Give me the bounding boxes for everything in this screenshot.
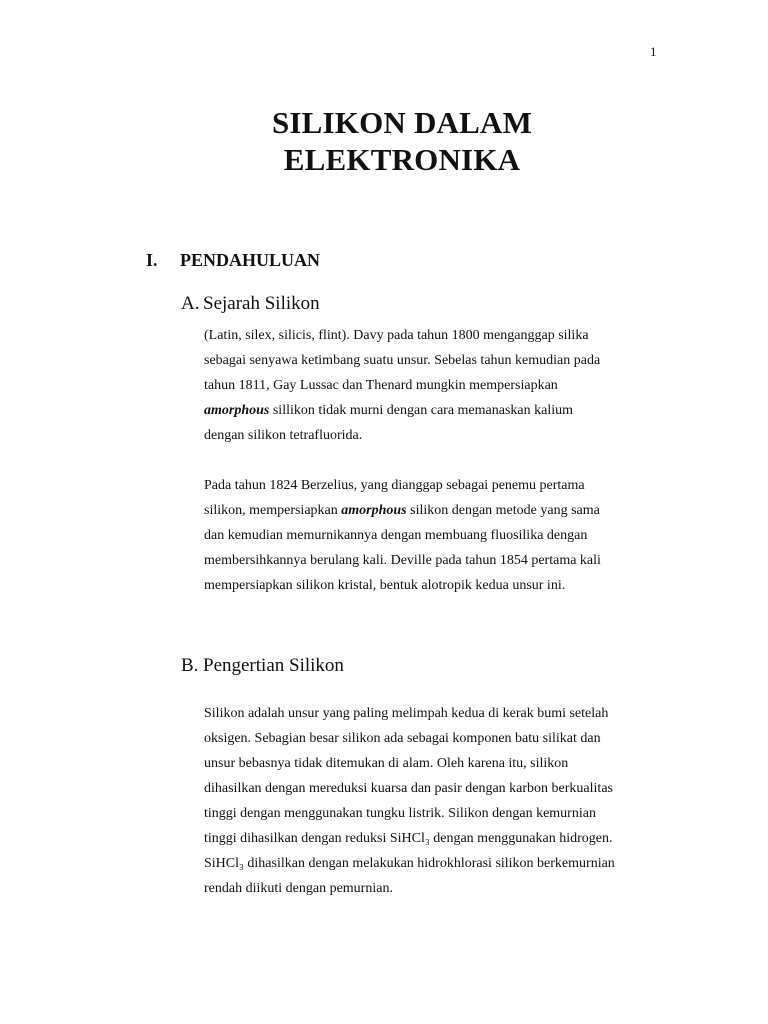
emphasized-term: amorphous xyxy=(341,503,407,518)
history-paragraph-2 xyxy=(204,473,674,598)
paragraph-text: silikon dengan metode yang sama xyxy=(406,503,600,518)
paragraph-line: rendah diikuti dengan pemurnian. xyxy=(204,881,393,896)
paragraph-text: sillikon tidak murni dengan cara memanaskan kalium xyxy=(269,403,573,418)
paragraph-text: silikon, mempersiapkan xyxy=(204,503,342,518)
title-line-1: SILIKON DALAM xyxy=(271,105,533,140)
emphasized-term: amorphous xyxy=(204,403,270,418)
subsection-a-heading xyxy=(181,293,320,315)
page-number: 1 xyxy=(650,44,657,59)
section-number: I. xyxy=(146,250,158,270)
section-title: PENDAHULUAN xyxy=(180,250,321,270)
subsection-a-letter: A. xyxy=(181,293,200,314)
paragraph-line: sebagai senyawa ketimbang suatu unsur. Sebelas tahun kemudian pada xyxy=(204,353,601,368)
paragraph-line: tahun 1811, Gay Lussac dan Thenard mungkin mempersiapkan xyxy=(204,378,558,393)
history-paragraph-1 xyxy=(204,323,674,448)
title-line-2: ELEKTRONIKA xyxy=(283,142,521,177)
paragraph-line: dengan silikon tetrafluorida. xyxy=(204,428,363,443)
paragraph-line: Silikon adalah unsur yang paling melimpah kedua di kerak bumi setelah xyxy=(204,706,609,721)
subsection-b-heading xyxy=(181,655,344,677)
subsection-b-title: Pengertian Silikon xyxy=(203,655,344,676)
document-title xyxy=(0,104,768,178)
definition-paragraph xyxy=(204,701,674,901)
paragraph-line: tinggi dengan menggunakan tungku listrik. Silikon dengan kemurnian xyxy=(204,806,596,821)
paragraph-line: dihasilkan dengan mereduksi kuarsa dan pasir dengan karbon berkualitas xyxy=(204,781,613,796)
paragraph-line xyxy=(204,398,674,423)
subsection-b-letter: B. xyxy=(181,655,199,676)
paragraph-line: (Latin, silex, silicis, flint). Davy pada tahun 1800 menganggap silika xyxy=(204,328,589,343)
paragraph-line: dan kemudian memurnikannya dengan membuang fluosilika dengan xyxy=(204,528,588,543)
paragraph-line xyxy=(204,498,674,523)
paragraph-line: SiHCl₃ dihasilkan dengan melakukan hidrokhlorasi silikon berkemurnian xyxy=(204,856,615,871)
paragraph-line: mempersiapkan silikon kristal, bentuk alotropik kedua unsur ini. xyxy=(204,578,566,593)
paragraph-line: membersihkannya berulang kali. Deville pada tahun 1854 pertama kali xyxy=(204,553,601,568)
subsection-a-title: Sejarah Silikon xyxy=(203,293,320,314)
paragraph-line: tinggi dihasilkan dengan reduksi SiHCl₃ dengan menggunakan hidrogen. xyxy=(204,831,613,846)
paragraph-line: Pada tahun 1824 Berzelius, yang dianggap sebagai penemu pertama xyxy=(204,478,585,493)
paragraph-line: oksigen. Sebagian besar silikon ada sebagai komponen batu silikat dan xyxy=(204,731,601,746)
section-heading xyxy=(146,250,320,271)
paragraph-line: unsur bebasnya tidak ditemukan di alam. Oleh karena itu, silikon xyxy=(204,756,569,771)
